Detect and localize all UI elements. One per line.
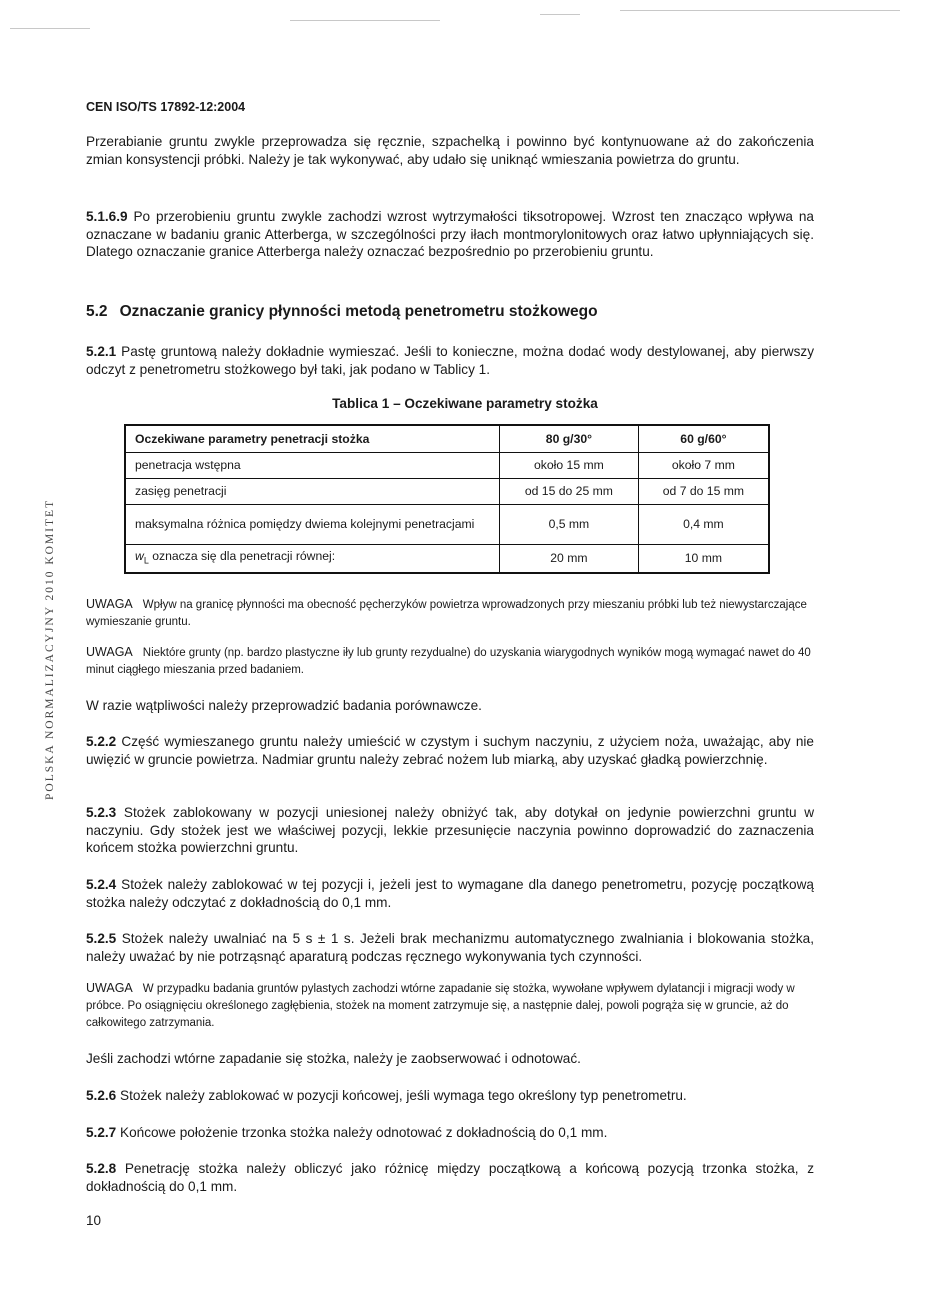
note-label: UWAGA — [86, 981, 133, 995]
column-header-parameter: Oczekiwane parametry penetracji stożka — [125, 425, 500, 453]
liquid-limit-symbol: w — [135, 549, 144, 563]
paragraph-5-2-8 — [86, 1160, 814, 1195]
table-cell — [125, 545, 500, 573]
table-cell: penetracja wstępna — [125, 453, 500, 479]
table-cell: 10 mm — [638, 545, 769, 573]
column-header-60g: 60 g/60° — [638, 425, 769, 453]
table-cell: 0,4 mm — [638, 505, 769, 545]
section-number: 5.2 — [86, 303, 108, 320]
table-cell: 20 mm — [500, 545, 639, 573]
clause-number: 5.2.7 — [86, 1125, 117, 1140]
clause-number: 5.2.3 — [86, 805, 117, 820]
table-cell: około 15 mm — [500, 453, 639, 479]
section-title: Oznaczanie granicy płynności metodą penetrometru stożkowego — [119, 303, 598, 320]
table-cell: maksymalna różnica pomiędzy dwiema kolejnymi penetracjami — [125, 505, 500, 545]
note-label: UWAGA — [86, 645, 133, 659]
clause-text: Końcowe położenie trzonka stożka należy odnotować z dokładnością do 0,1 mm. — [120, 1125, 608, 1140]
table-cell: 0,5 mm — [500, 505, 639, 545]
clause-number: 5.2.5 — [86, 931, 117, 946]
table-row — [125, 453, 769, 479]
clause-text: Stożek należy zablokować w tej pozycji i, jeżeli jest to wymagane dla danego penetrometru, pozycję początkową stożka należy odczytać z dokładnością do 0,1 mm. — [86, 877, 814, 910]
paragraph-5-2-4 — [86, 876, 814, 911]
note-text: Niektóre grunty (np. bardzo plastyczne iły lub grunty rezydualne) do uzyskania wiarygodnych wyników mogą wymagać nawet do 40 minut ciągłego mieszania przed badaniem. — [86, 647, 811, 676]
clause-text: Część wymieszanego gruntu należy umieścić w czystym i suchym naczyniu, z użyciem noża, uważając, aby nie uwięzić w gruncie powietrza. Nadmiar gruntu należy zebrać nożem lub miarką, aby uzyskać gładką powierzchnię. — [86, 734, 814, 767]
paragraph-5-2-3 — [86, 804, 814, 857]
clause-text: Stożek zablokowany w pozycji uniesionej należy obniżyć tak, aby dotykał on jedynie powierzchni gruntu w naczyniu. Gdy stożek jest we właściwej pozycji, lekkie przesunięcie naczynia powinno doprowadzić do zaznaczenia końcem stożka powierzchni gruntu. — [86, 805, 815, 856]
scan-artifact — [540, 14, 580, 15]
clause-text: Po przerobieniu gruntu zwykle zachodzi wzrost wytrzymałości tiksotropowej. Wzrost ten znacząco wpływa na oznaczane w badaniu granic Atterberga, w szczególności przy iłach montmorylonitowych oraz łatwo upłynniających się. Dlatego oznaczanie granice Atterberga należy oznaczać bezpośrednio po przerobieniu gruntu. — [86, 209, 814, 260]
clause-text: Stożek należy uwalniać na 5 s ± 1 s. Jeżeli brak mechanizmu automatycznego zwalniania i blokowania stożka, należy uważać by nie potrząsnąć aparaturą podczas ręcznego wykonywania tych czynności. — [86, 931, 814, 964]
paragraph-5-1-6-9 — [86, 208, 814, 261]
table-caption: Tablica 1 – Oczekiwane parametry stożka — [332, 396, 598, 411]
table-cell: od 15 do 25 mm — [500, 479, 639, 505]
paragraph-5-2-5 — [86, 930, 814, 965]
paragraph-5-2-7 — [86, 1124, 814, 1142]
note-label: UWAGA — [86, 597, 133, 611]
table-cell: od 7 do 15 mm — [638, 479, 769, 505]
paragraph-5-2-1 — [86, 343, 814, 378]
liquid-limit-subscript: L — [143, 555, 149, 566]
clause-text: Stożek należy zablokować w pozycji końcowej, jeśli wymaga tego określony typ penetrometru. — [120, 1088, 687, 1103]
liquid-limit-text: oznacza się dla penetracji równej: — [148, 549, 336, 563]
clause-number: 5.2.8 — [86, 1161, 117, 1176]
table-row — [125, 545, 769, 573]
table-cell: zasięg penetracji — [125, 479, 500, 505]
clause-number: 5.2.4 — [86, 877, 117, 892]
clause-text: Pastę gruntową należy dokładnie wymieszać. Jeśli to konieczne, można dodać wody destylowanej, aby pierwszy odczyt z penetrometru stożkowego był taki, jak podano w Tablicy 1. — [86, 344, 814, 377]
table-row — [125, 505, 769, 545]
scan-artifact — [290, 20, 440, 21]
clause-text: Penetrację stożka należy obliczyć jako różnicę między początkową a końcową pozycją trzonka stożka, z dokładnością do 0,1 mm. — [86, 1161, 814, 1194]
table-header-row — [125, 425, 769, 453]
note-1 — [86, 596, 814, 631]
column-header-80g: 80 g/30° — [500, 425, 639, 453]
scan-artifact — [10, 28, 90, 29]
side-watermark: POLSKA NORMALIZACYJNY 2010 KOMITET — [44, 498, 56, 800]
clause-number: 5.1.6.9 — [86, 209, 128, 224]
note-3 — [86, 980, 814, 1032]
paragraph-doubt: W razie wątpliwości należy przeprowadzić badania porównawcze. — [86, 698, 482, 713]
paragraph-intro: Przerabianie gruntu zwykle przeprowadza się ręcznie, szpachelką i powinno być kontynuowane aż do zakończenia zmian konsystencji próbki. Należy je tak wykonywać, aby udało się uniknąć wmieszania powietrza do gruntu. — [86, 134, 814, 167]
clause-number: 5.2.6 — [86, 1088, 117, 1103]
page-number: 10 — [86, 1213, 102, 1228]
document-header: CEN ISO/TS 17892-12:2004 — [86, 100, 246, 114]
section-heading — [86, 303, 598, 321]
note-text: Wpływ na granicę płynności ma obecność pęcherzyków powietrza wprowadzonych przy mieszaniu próbki lub też niewystarczające wymieszanie gruntu. — [86, 599, 807, 628]
note-text: W przypadku badania gruntów pylastych zachodzi wtórne zapadanie się stożka, wywołane wpływem dylatancji i migracji wody w próbce. Po osiągnięciu określonego zagłębienia, stożek na moment zatrzymuje się, a następnie dalej, powoli pogrąża się w gruncie, aż do całkowitego zatrzymania. — [86, 983, 795, 1029]
scan-artifact — [620, 10, 900, 11]
clause-number: 5.2.1 — [86, 344, 117, 359]
table-row — [125, 479, 769, 505]
paragraph-secondary-settling: Jeśli zachodzi wtórne zapadanie się stożka, należy je zaobserwować i odnotować. — [86, 1051, 581, 1066]
note-2 — [86, 644, 814, 679]
cone-parameters-table — [124, 424, 770, 574]
table-cell: około 7 mm — [638, 453, 769, 479]
clause-number: 5.2.2 — [86, 734, 117, 749]
paragraph-5-2-6 — [86, 1087, 814, 1105]
paragraph-5-2-2 — [86, 733, 814, 768]
